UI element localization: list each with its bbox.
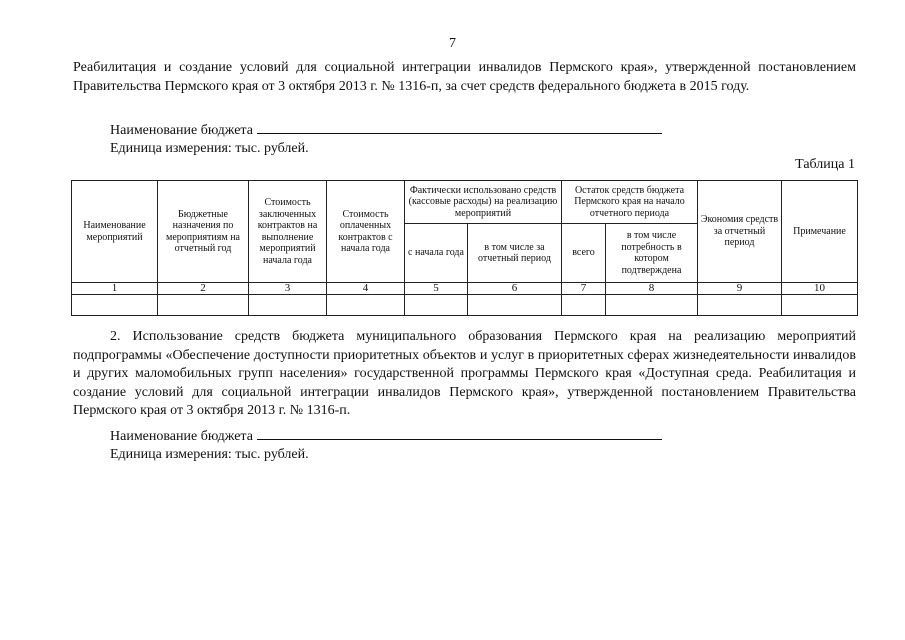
section1-budget-name-line [110, 121, 662, 140]
section1-paragraph: Реабилитация и создание условий для социальной интеграции инвалидов Пермского края», утвержденной постановлением Правительства Пермского края от 3 октября 2013 г. № 1316-п, за счет средств федерального бюджета в 2015 году. [73, 60, 856, 94]
column-number: 9 [698, 283, 782, 295]
column-number: 4 [327, 283, 405, 295]
column-number: 1 [72, 283, 158, 295]
section2-unit-label: Единица измерения: тыс. рублей. [110, 447, 309, 462]
header-savings: Экономия средств за отчетный период [698, 181, 782, 283]
header-remainder: Остаток средств бюджета Пермского края на начало отчетного периода [562, 181, 698, 224]
header-remainder-total: всего [562, 224, 606, 283]
budget-name-blank [257, 427, 662, 440]
column-number: 10 [782, 283, 858, 295]
table-caption: Таблица 1 [795, 157, 855, 172]
table-cell [606, 295, 698, 316]
header-budget-purpose: Бюджетные назначения по мероприятиям на отчетный год [158, 181, 249, 283]
budget-name-label: Наименование бюджета [110, 429, 253, 444]
header-actual-reporting: в том числе за отчетный период [468, 224, 562, 283]
table-cell [327, 295, 405, 316]
table-cell [249, 295, 327, 316]
table-cell [782, 295, 858, 316]
column-number: 7 [562, 283, 606, 295]
table-row [72, 295, 858, 316]
column-number: 2 [158, 283, 249, 295]
table-cell [562, 295, 606, 316]
table-cell [698, 295, 782, 316]
header-actual-from-start: с начала года [405, 224, 468, 283]
column-number: 6 [468, 283, 562, 295]
column-number: 3 [249, 283, 327, 295]
header-event-name: Наименование мероприятий [72, 181, 158, 283]
table-cell [72, 295, 158, 316]
header-remainder-confirmed: в том числе потребность в котором подтверждена [606, 224, 698, 283]
section2-budget-name-line [110, 427, 662, 446]
column-number: 8 [606, 283, 698, 295]
section2-paragraph: 2. Использование средств бюджета муниципального образования Пермского края на реализацию мероприятий подпрограммы «Обеспечение доступности приоритетных объектов и услуг в приоритетных сферах жизнедеятельности инвалидов и других маломобильных групп населения» государственной программы Пермского края «Доступная среда. Реабилитация и создание условий для социальной интеграции инвалидов Пермского края», утвержденной постановлением Правительства Пермского края от 3 октября 2013 г. № 1316-п. [73, 329, 856, 418]
column-number: 5 [405, 283, 468, 295]
table-cell [405, 295, 468, 316]
table-cell [158, 295, 249, 316]
header-actual-used: Фактически использовано средств (кассовые расходы) на реализацию мероприятий [405, 181, 562, 224]
budget-name-blank [257, 121, 662, 134]
header-paid-contracts: Стоимость оплаченных контрактов с начала года [327, 181, 405, 283]
budget-name-label: Наименование бюджета [110, 123, 253, 138]
page-number: 7 [449, 36, 456, 51]
header-note: Примечание [782, 181, 858, 283]
table-cell [468, 295, 562, 316]
section1-unit-label: Единица измерения: тыс. рублей. [110, 141, 309, 156]
header-contract-cost: Стоимость заключенных контрактов на выполнение мероприятий начала года [249, 181, 327, 283]
report-table [71, 180, 858, 316]
